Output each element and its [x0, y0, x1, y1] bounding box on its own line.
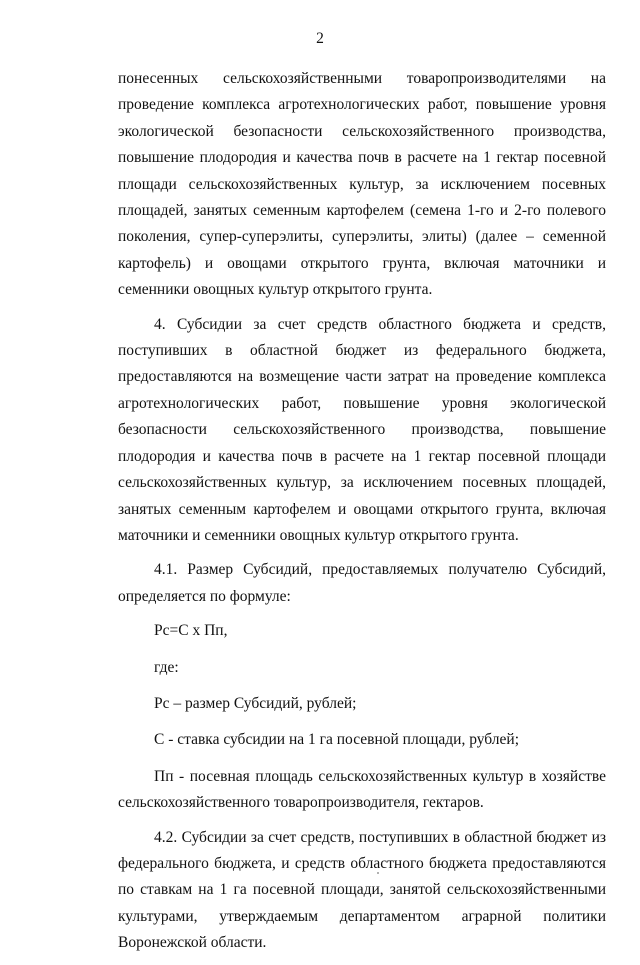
paragraph-item-4-2: 4.2. Субсидии за счет средств, поступивших в областной бюджет из федерального бюджета, и средств областного бюджета предоставляются по ставкам на 1 га посевной площади, занятой сельскохозяйственными культурами, утверждаемым департаментом аграрной политики Воронежской области.: [118, 828, 606, 952]
formula-expression: Рс=С х Пп,: [154, 622, 228, 640]
formula-definition-pp: Пп - посевная площадь сельскохозяйственных культур в хозяйстве сельскохозяйственного товаропроизводителя, гектаров.: [118, 767, 606, 812]
paragraph-item-4: 4. Субсидии за счет средств областного бюджета и средств, поступивших в областной бюджет из федерального бюджета, предоставляются на возмещение части затрат на проведение комплекса агротехнологических работ, повышение уровня экологической безопасности сельскохозяйственного производства, повышение плодородия и качества почв в расчете на 1 гектар посевной площади сельскохозяйственных культур, за исключением посевных площадей, занятых семенным картофелем и овощами открытого грунта, включая маточники и семенники овощных культур открытого грунта.: [118, 315, 606, 544]
formula-definition-c: С - ставка субсидии на 1 га посевной площади, рублей;: [154, 731, 520, 749]
formula-definition-rs: Рс – размер Субсидий, рублей;: [154, 694, 357, 712]
scan-speck: [377, 872, 379, 874]
paragraph-continuation: понесенных сельскохозяйственными товаропроизводителями на проведение комплекса агротехнологических работ, повышение уровня экологической безопасности сельскохозяйственного производства, повышение плодородия и качества почв в расчете на 1 гектар посевной площади сельскохозяйственных культур, за исключением посевных площадей, занятых семенным картофелем (семена 1-го и 2-го полевого поколения, супер-суперэлиты, суперэлиты, элиты) (далее – семенной картофель) и овощами открытого грунта, включая маточники и семенники овощных культур открытого грунта.: [118, 70, 606, 299]
formula-block: [118, 618, 606, 754]
page-number: 2: [316, 30, 324, 47]
document-body: [118, 66, 606, 965]
paragraph-item-4-1: 4.1. Размер Субсидий, предоставляемых получателю Субсидий, определяется по формуле:: [118, 561, 606, 605]
formula-where: где:: [154, 658, 179, 676]
